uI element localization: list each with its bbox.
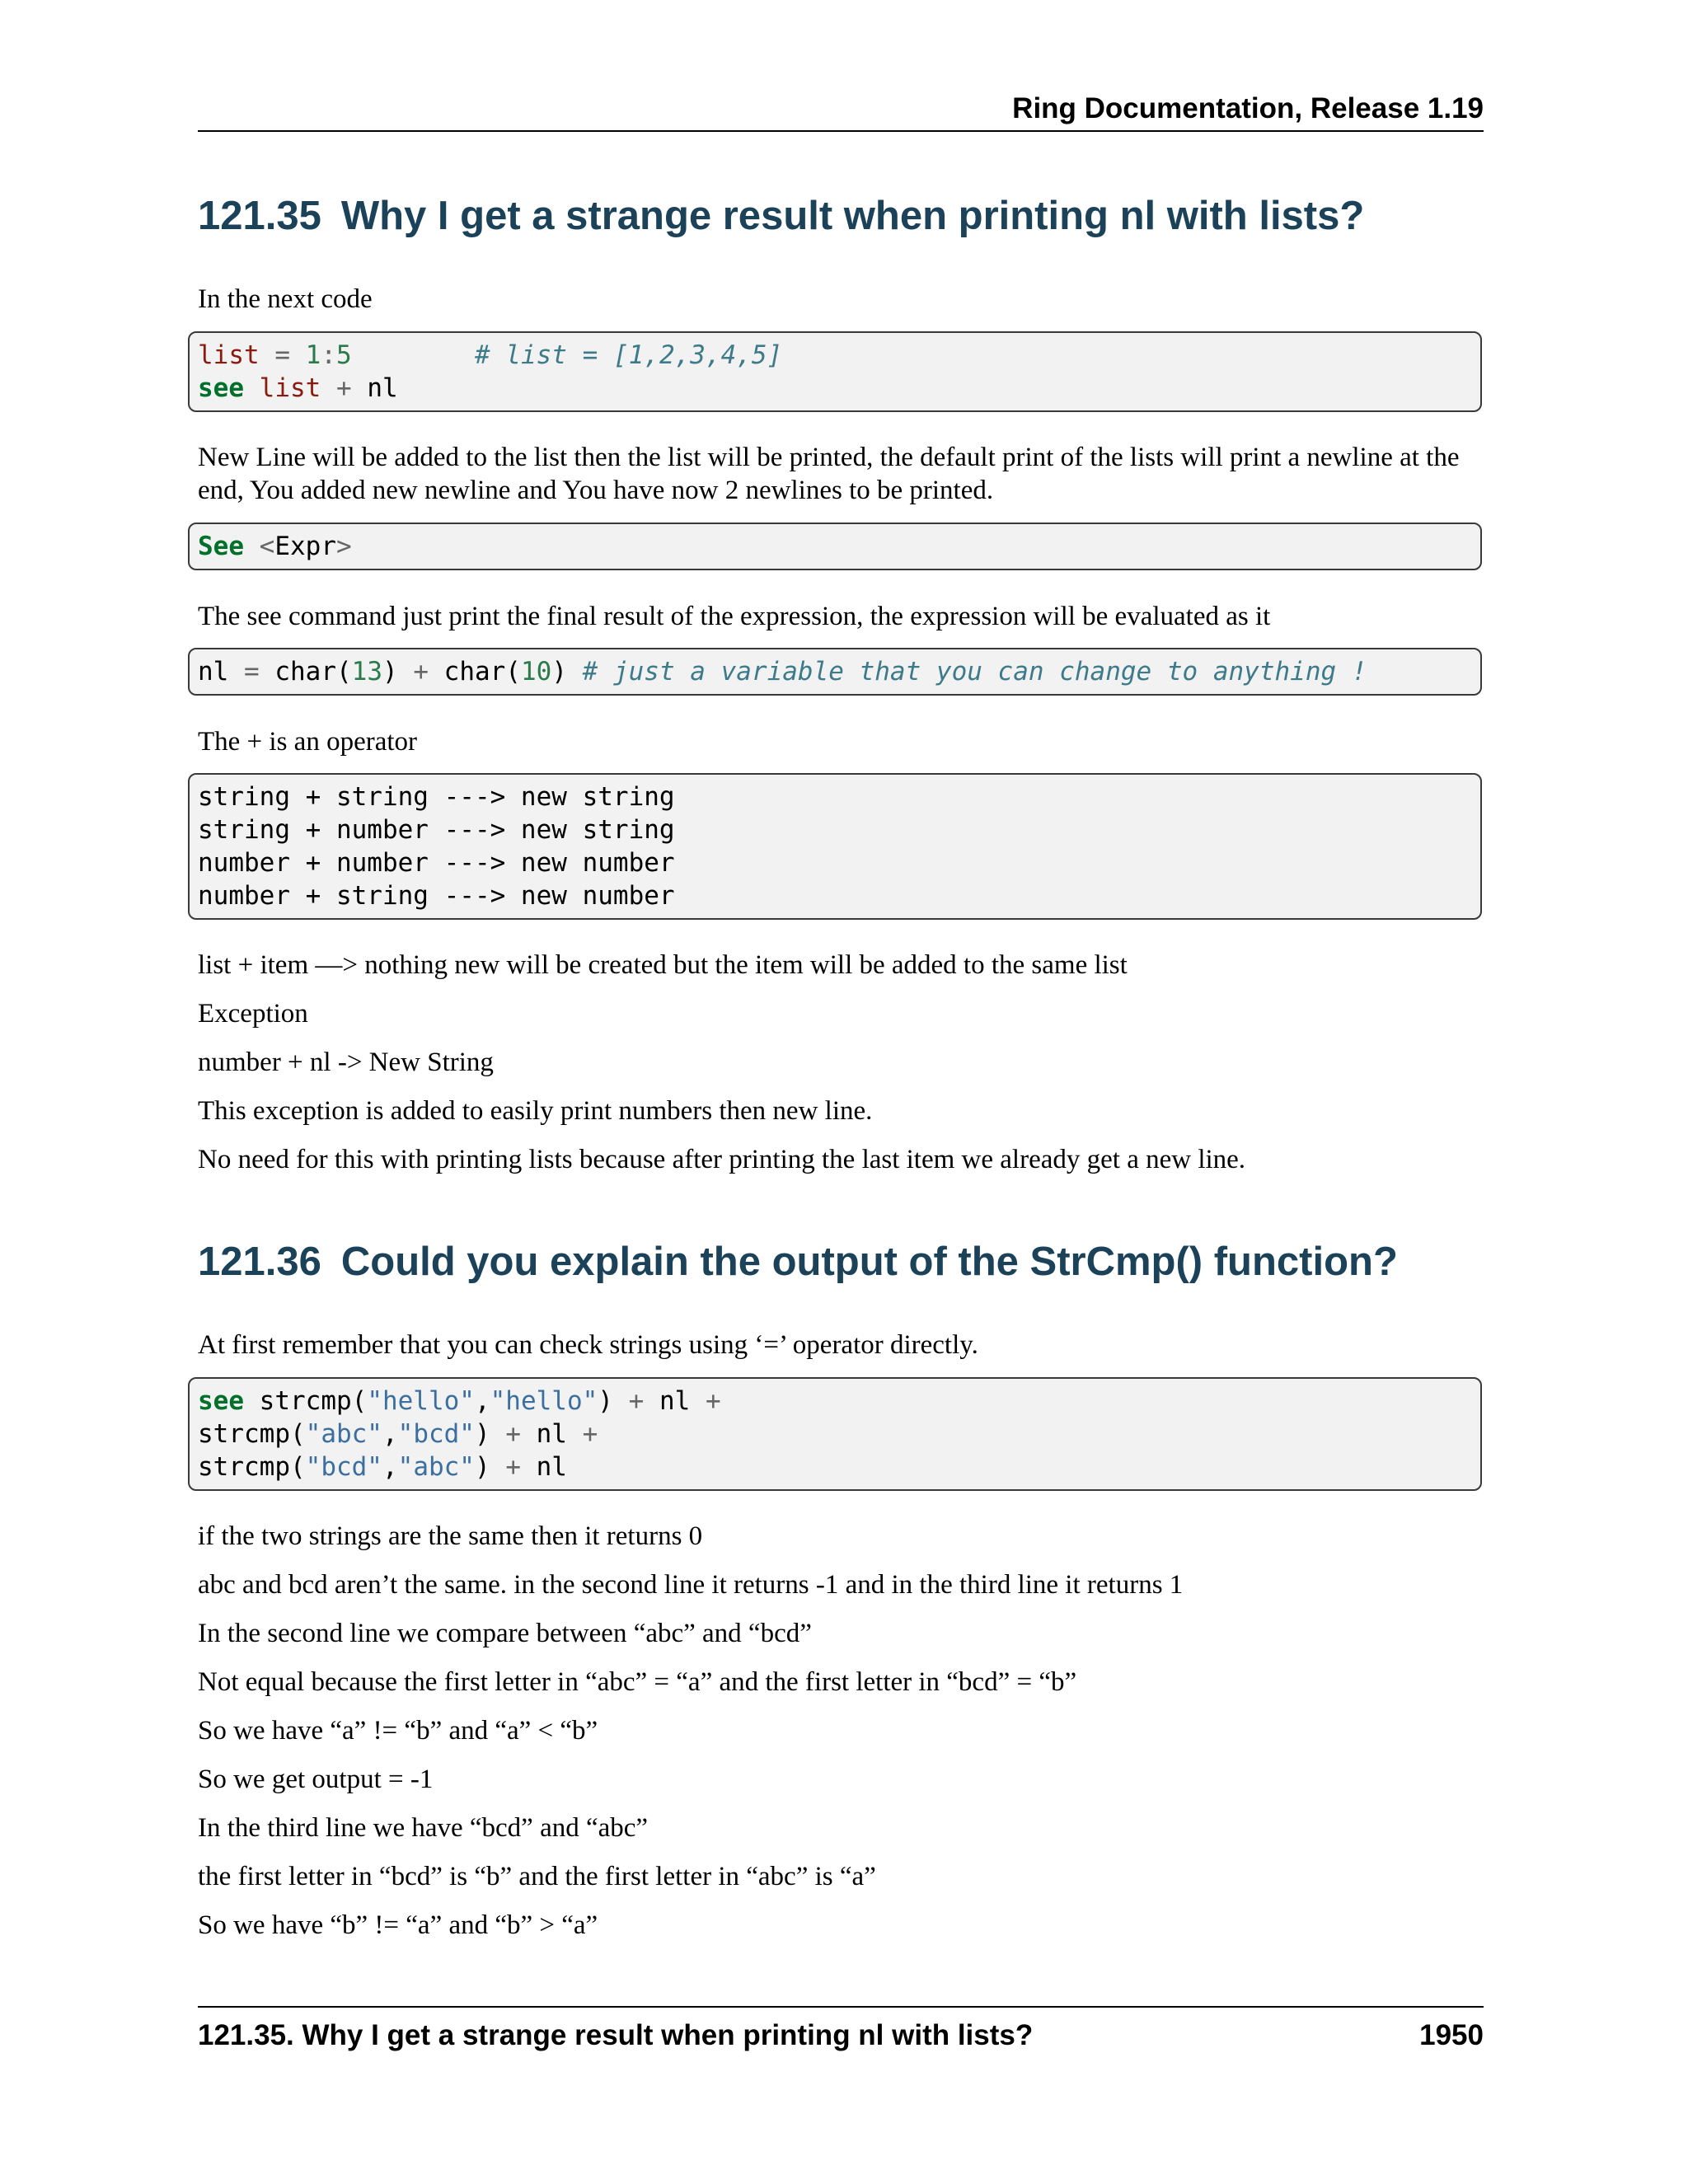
code-token: see bbox=[198, 373, 244, 403]
code-token: list bbox=[198, 340, 260, 370]
page-number: 1950 bbox=[1419, 2019, 1484, 2051]
paragraph: At first remember that you can check strings using ‘=’ operator directly. bbox=[198, 1330, 978, 1360]
code-token: + bbox=[628, 1386, 645, 1416]
paragraph: In the next code bbox=[198, 284, 373, 314]
code-token: ) bbox=[382, 657, 398, 687]
code-token bbox=[352, 340, 475, 370]
code-line: string + string ---> new string bbox=[198, 782, 675, 812]
code-token: = bbox=[259, 340, 306, 370]
code-token: Expr bbox=[274, 532, 336, 561]
code-token: ) bbox=[551, 657, 583, 687]
section-number: 121.36 bbox=[198, 1240, 321, 1284]
code-token: , bbox=[382, 1419, 398, 1449]
code-token: strcmp( bbox=[244, 1386, 368, 1416]
paragraph: the first letter in “bcd” is “b” and the first letter in “abc” is “a” bbox=[198, 1862, 876, 1891]
code-string: "hello" bbox=[490, 1386, 598, 1416]
code-token: nl bbox=[644, 1386, 706, 1416]
code-comment: # just a variable that you can change to anything ! bbox=[582, 657, 1367, 687]
code-block-nl bbox=[188, 648, 1482, 696]
code-token: list bbox=[259, 373, 321, 403]
paragraph: if the two strings are the same then it returns 0 bbox=[198, 1521, 703, 1551]
code-token: + bbox=[321, 373, 368, 403]
code-token: char( bbox=[274, 657, 352, 687]
running-footer bbox=[198, 2006, 1484, 2055]
code-token: + bbox=[397, 657, 444, 687]
code-block-strcmp bbox=[188, 1377, 1482, 1491]
code-string: "abc" bbox=[305, 1419, 382, 1449]
code-line: string + number ---> new string bbox=[198, 815, 675, 845]
paragraph: In the second line we compare between “abc” and “bcd” bbox=[198, 1619, 812, 1648]
code-token: see bbox=[198, 1386, 244, 1416]
paragraph: No need for this with printing lists because after printing the last item we already get a new line. bbox=[198, 1145, 1246, 1174]
paragraph: number + nl -> New String bbox=[198, 1047, 494, 1077]
code-token: nl bbox=[520, 1452, 567, 1482]
code-string: "bcd" bbox=[305, 1452, 382, 1482]
code-token: , bbox=[382, 1452, 398, 1482]
code-comment: # list = [1,2,3,4,5] bbox=[474, 340, 783, 370]
code-token: nl bbox=[367, 373, 398, 403]
code-token: 1 bbox=[305, 340, 321, 370]
code-string: "abc" bbox=[397, 1452, 475, 1482]
paragraph: The + is an operator bbox=[198, 727, 418, 757]
code-token: strcmp( bbox=[198, 1452, 306, 1482]
section-heading-121-35 bbox=[198, 190, 1364, 242]
code-token: strcmp( bbox=[198, 1419, 306, 1449]
code-token: > bbox=[335, 532, 352, 561]
running-header: Ring Documentation, Release 1.19 bbox=[198, 89, 1484, 132]
code-token: + bbox=[505, 1452, 521, 1482]
paragraph: In the third line we have “bcd” and “abc” bbox=[198, 1813, 649, 1843]
code-token: 5 bbox=[336, 340, 352, 370]
code-token: ) bbox=[474, 1419, 506, 1449]
code-token: , bbox=[474, 1386, 490, 1416]
code-token: nl bbox=[520, 1419, 583, 1449]
code-block-list bbox=[188, 331, 1482, 412]
code-token: nl bbox=[198, 657, 229, 687]
code-token: < bbox=[244, 532, 275, 561]
paragraph: The see command just print the final result of the expression, the expression will be evaluated as it bbox=[198, 602, 1271, 631]
paragraph: list + item —> nothing new will be created but the item will be added to the same list bbox=[198, 950, 1128, 980]
code-token: char( bbox=[443, 657, 521, 687]
paragraph: New Line will be added to the list then the list will be printed, the default print of the lists will print a newline at the end, You added new newline and You have now 2 newlines to be printed. bbox=[198, 443, 1460, 505]
paragraph: Not equal because the first letter in “abc” = “a” and the first letter in “bcd” = “b” bbox=[198, 1667, 1077, 1697]
code-token: 13 bbox=[351, 657, 382, 687]
code-string: "hello" bbox=[367, 1386, 475, 1416]
code-block-see-expr bbox=[188, 523, 1482, 570]
paragraph: So we have “a” != “b” and “a” < “b” bbox=[198, 1716, 598, 1746]
footer-section-title: 121.35. Why I get a strange result when printing nl with lists? bbox=[198, 2019, 1034, 2051]
paragraph: This exception is added to easily print numbers then new line. bbox=[198, 1096, 873, 1126]
code-line: number + string ---> new number bbox=[198, 881, 675, 911]
section-number: 121.35 bbox=[198, 194, 321, 238]
code-token: ) bbox=[474, 1452, 506, 1482]
paragraph: Exception bbox=[198, 999, 308, 1029]
code-token: + bbox=[582, 1419, 598, 1449]
code-token: : bbox=[321, 340, 336, 370]
code-token: = bbox=[228, 657, 275, 687]
section-title: Could you explain the output of the StrCmp() function? bbox=[340, 1240, 1398, 1284]
code-block-operators bbox=[188, 773, 1482, 920]
code-token: + bbox=[505, 1419, 521, 1449]
paragraph: So we have “b” != “a” and “b” > “a” bbox=[198, 1910, 598, 1940]
paragraph: So we get output = -1 bbox=[198, 1765, 434, 1794]
code-line: number + number ---> new number bbox=[198, 848, 675, 878]
section-heading-121-36 bbox=[198, 1235, 1398, 1288]
code-token: See bbox=[198, 532, 244, 561]
code-token: 10 bbox=[520, 657, 552, 687]
code-token: + bbox=[705, 1386, 721, 1416]
section-title: Why I get a strange result when printing nl with lists? bbox=[340, 194, 1365, 238]
paragraph: abc and bcd aren’t the same. in the second line it returns -1 and in the third line it returns 1 bbox=[198, 1570, 1184, 1600]
code-string: "bcd" bbox=[397, 1419, 475, 1449]
code-token: ) bbox=[598, 1386, 629, 1416]
